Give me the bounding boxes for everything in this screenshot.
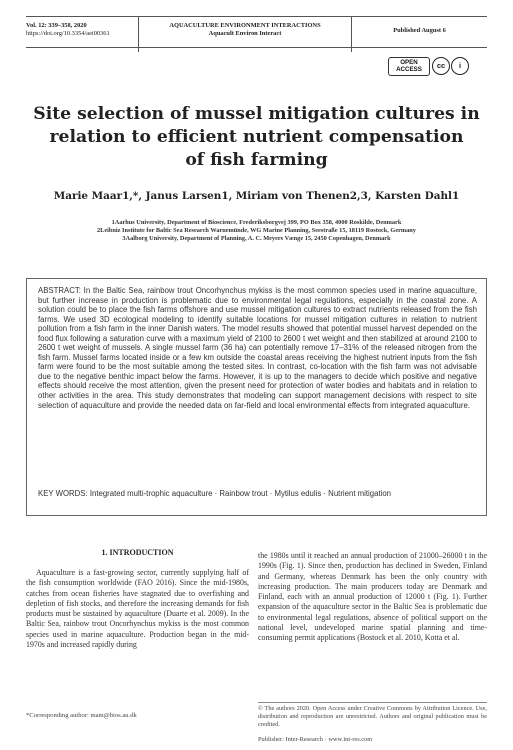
open-access-line2: ACCESS xyxy=(396,66,422,73)
volume-info xyxy=(26,17,136,52)
author-list: Marie Maar1,*, Janus Larsen1, Miriam von Thenen2,3, Karsten Dahl1 xyxy=(53,190,460,202)
doi-link[interactable]: https://doi.org/10.3354/aei00361 xyxy=(26,30,110,37)
affiliation-3: 3Aalborg University, Department of Planning, A. C. Meyers Vænge 15, 2450 Copenhagen, Denmark xyxy=(122,235,391,242)
intro-paragraph-1: Aquaculture is a fast-growing sector, currently supplying half of the fish consumption worldwide (FAO 2016). Since the mid-1980s, catches from ocean fisheries have stagnated due to overfishing and depletion of fish stocks, and therefore the increasing demands for fish products must be sustained by aquaculture (Duarte et al. 2009). In the Baltic Sea, rainbow trout Oncorhynchus mykiss is the most common species used in marine aquaculture. Production began in the mid-1970s and increased rapidly during xyxy=(26,568,249,649)
affiliation-1: 1Aarhus University, Department of Bioscience, Frederiksborgvej 399, PO Box 358, 4000 Roskilde, Denmark xyxy=(111,219,402,226)
abstract-text: ABSTRACT: In the Baltic Sea, rainbow trout Oncorhynchus mykiss is the most common species used in marine aquaculture, but further increase in production is problematic due to environmental legal regulations, especially in the coastal zone. A solution could be to place the fish farms offshore and use mussel mitigation cultures to extract nutrients released from the fish farms. We used 3D ecological modeling to identify suitable locations for mussel mitigation cultures in relation to nutrient pollution from a fish farm in the inner Danish waters. The model results showed that potential mussel harvest depended on the food flux following a saturation curve with a maximum yield of 2100 to 2600 t wet weight and then stabilized at around 2100 to 2600 t wet weight of mussels. A single mussel farm (36 ha) can potentially remove 17–31% of the released nitrogen from the fish farm. Mussel farms located inside or a few km outside the coastal areas receiving the highest nutrient inputs from the fish farm were found to be the most suitable among the tested sites. In contrast, co-location with the fish farm was not advisable due to the negative benthic impact below the farms. However, it is up to the managers to decide which positive and negative effects should receive the most attention, given the present need for protection of water bodies and habitats and in relation to other activities in the area. This study demonstrates that modeling can support management decisions with respect to site selection of aquaculture and provide the needed data on far-field and local environmental effects from integrated aquaculture. xyxy=(38,286,477,410)
affiliations xyxy=(14,219,499,243)
journal-header xyxy=(26,16,487,48)
journal-title: AQUACULTURE ENVIRONMENT INTERACTIONS xyxy=(169,22,321,29)
publisher-line: Publisher: Inter-Research · www.int-res.com xyxy=(258,736,373,743)
section-heading-introduction: 1. INTRODUCTION xyxy=(101,548,174,557)
journal-name xyxy=(138,17,352,52)
abstract-box xyxy=(26,278,487,516)
published-date: Published August 6 xyxy=(393,27,446,34)
copyright-notice: © The authors 2020. Open Access under Creative Commons by Attribution Licence. Use, distribution and reproduction are unrestricted. Authors and original publication must be credited. xyxy=(258,702,487,728)
article-title xyxy=(20,103,493,172)
open-access-line1: OPEN xyxy=(400,59,418,66)
open-access-badge xyxy=(388,57,430,76)
title-line-1: Site selection of mussel mitigation cultures in xyxy=(33,104,480,124)
volume-line: Vol. 12: 339–358, 2020 xyxy=(26,22,87,29)
creative-commons-icon: cc xyxy=(432,57,450,75)
title-line-2: relation to efficient nutrient compensation xyxy=(49,127,464,147)
corresponding-author-footnote: *Corresponding author: mam@bios.au.dk xyxy=(26,712,137,719)
keywords: KEY WORDS: Integrated multi-trophic aquaculture · Rainbow trout · Mytilus edulis · Nutrient mitigation xyxy=(38,489,392,498)
attribution-icon: i xyxy=(451,57,469,75)
title-line-3: of fish farming xyxy=(185,150,328,170)
affiliation-2: 2Leibniz Institute for Baltic Sea Research Warnemünde, WG Marine Planning, Seestraße 15, 18119 Rostock, Germany xyxy=(97,227,416,234)
intro-column-2: the 1980s until it reached an annual production of 21000–26000 t in the 1990s (Fig. 1). Since then, production has declined in Sweden, Finland and Germany, whereas Denmark has been the only country with increasing production. The main producers today are Denmark and Finland, each with an annual production of 12000 t (Fig. 1). Further expansion of the aquaculture sector in the Baltic Sea is problematic due to environmental legal regulations, absence of political support on the national level, undeveloped marine spatial planning and time-consuming permit applications (Bostock et al. 2010, Kotta et al. xyxy=(258,551,487,642)
journal-abbrev: Aquacult Environ Interact xyxy=(208,30,282,37)
